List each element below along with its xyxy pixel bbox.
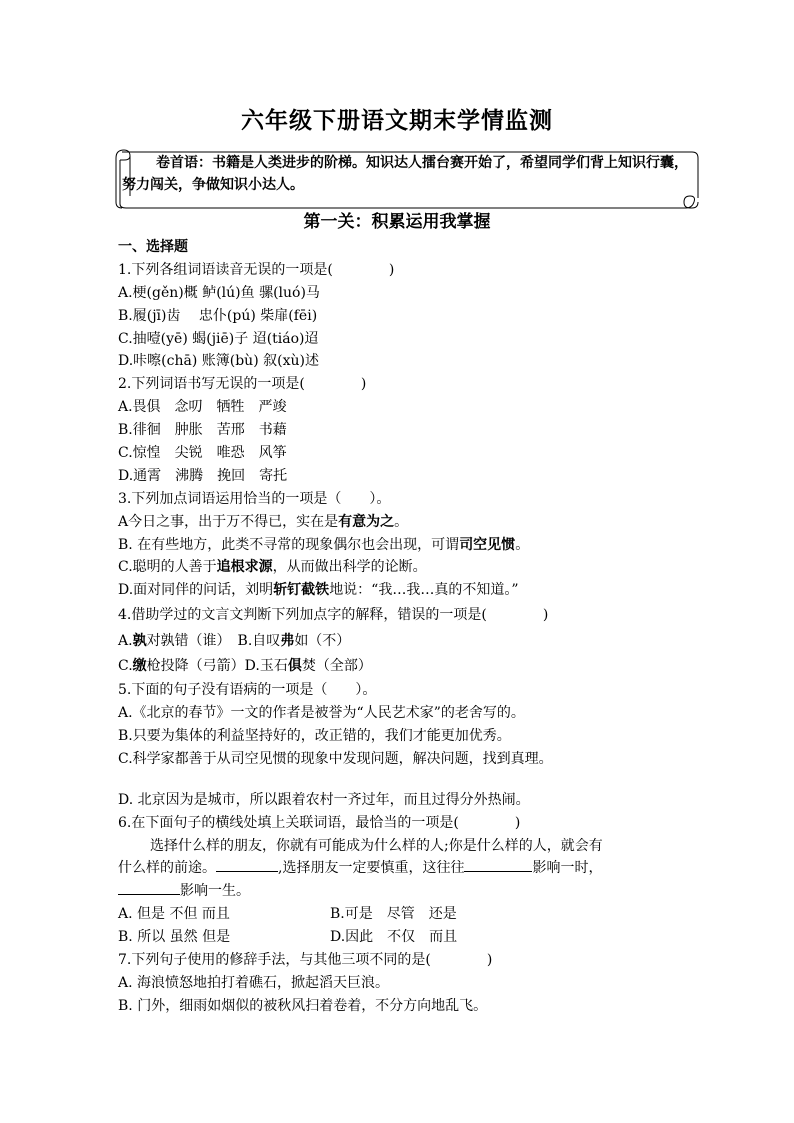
q4-cd-mid: 枪投降（弓箭）D.玉石 [146,658,288,675]
q4-stem: 4.借助学过的文言文判断下列加点字的解释，错误的一项是( ) [118,607,549,624]
q3-a-tail: 。 [394,513,409,530]
q6-option-b: B.可是 尽管 还是 [330,906,457,923]
q6-body-line2 [118,857,688,880]
q6-body2-tail: 影响一时， [532,860,603,877]
q5-stem: 5.下面的句子没有语病的一项是（ ）。 [118,682,377,699]
q6-blank-1[interactable] [216,857,278,872]
q5-option-a: A.《北京的春节》一文的作者是被誉为“人民艺术家”的老舍写的。 [118,705,525,722]
q4-a-label: A. [118,633,133,650]
q2-option-d: D.通霄 沸腾 挽回 寄托 [118,467,288,484]
q7-option-b: B. 门外，细雨如烟似的被秋风扫着卷着，不分方向地乱飞。 [118,997,488,1014]
q6-options-ab [118,903,688,926]
q2-stem: 2.下列词语书写无误的一项是( ) [118,376,367,393]
q3-b-emphasis: 司空见惯 [459,536,516,553]
q1-option-a: A.梗(gěn)概 鲈(lú)鱼 骡(luó)马 [118,284,320,301]
q7-option-a: A. 海浪愤怒地拍打着礁石，掀起滔天巨浪。 [118,974,390,991]
q1-option-b: B.履(jī)齿 忠仆(pú) 柴扉(fēi) [118,307,318,324]
q1-option-c: C.抽噎(yē) 蝎(jiē)子 迢(tiáo)迢 [118,330,319,347]
q6-body3-tail: 影响一生。 [180,883,250,900]
q4-d-emphasis: 俱 [287,658,302,675]
q7-stem: 7.下列句子使用的修辞手法，与其他三项不同的是( ) [118,952,493,969]
q4-d-tail: 焚（全部） [301,658,372,675]
q3-b-tail: 。 [515,536,530,553]
q3-a-text: A今日之事，出于万不得已，实在是 [118,513,339,530]
q6-body2-mid: ,选择朋友一定要慎重，这往往 [278,860,465,877]
intro-scroll-banner [112,146,700,210]
q6-option-d: D.因此 不仅 而且 [330,929,458,946]
q4-ab-mid: 对孰错（谁） B.自叹 [146,633,281,650]
q6-body-line1: 选择什么样的朋友，你就有可能成为什么样的人;你是什么样的人，就会有 [150,837,603,854]
q3-c-emphasis: 追根求源 [216,559,273,576]
q4-b-emphasis: 弗 [280,633,295,650]
question-list [118,236,688,1018]
q3-a-emphasis: 有意为之 [338,513,395,530]
q3-c-tail: ，从而做出科学的论断。 [272,559,427,576]
q3-option-a [118,511,688,534]
q3-option-b [118,534,688,557]
q2-option-a: A.畏俱 念叨 牺牲 严竣 [118,399,287,416]
q6-blank-3[interactable] [118,880,180,895]
q3-c-text: C.聪明的人善于 [118,559,217,576]
q6-stem: 6.在下面句子的横线处填上关联词语，最恰当的一项是( ) [118,814,521,831]
q4-b-tail: 如（不） [294,633,351,650]
q2-option-b: B.徘徊 肿胀 苦邢 书藉 [118,422,287,439]
q6-option-c: B. 所以 虽然 但是 [118,929,231,946]
q4-c-label: C. [118,658,133,675]
q6-blank-2[interactable] [464,857,532,872]
q5-option-d: D. 北京因为是城市，所以跟着农村一齐过年，而且过得分外热闹。 [118,791,530,808]
q3-option-d [118,579,688,602]
q4-a-emphasis: 孰 [132,633,147,650]
q4-options-cd [118,654,688,679]
part-heading: 一、选择题 [118,239,188,255]
q1-stem: 1.下列各组词语读音无误的一项是( ) [118,261,395,278]
q3-d-emphasis: 斩钉截铁 [273,582,330,599]
q3-d-tail: 地说：“我…我…真的不知道。” [329,582,519,599]
q3-d-text: D.面对同伴的问话，刘明 [118,582,274,599]
q6-body2-text: 什么样的前途。 [118,860,216,877]
q6-options-cd [118,926,688,949]
q5-option-c: C.科学家都善于从司空见惯的现象中发现问题，解决问题，找到真理。 [118,750,553,767]
q3-option-c [118,556,688,579]
q3-stem: 3.下列加点词语运用恰当的一项是（ ）。 [118,490,391,507]
q1-option-d: D.咔嚓(chā) 账簿(bù) 叙(xù)述 [118,353,319,370]
q4-c-emphasis: 缴 [132,658,147,675]
q2-option-c: C.惊惶 尖锐 唯恐 风筝 [118,445,287,462]
q3-b-text: B. 在有些地方，此类不寻常的现象偶尔也会出现，可谓 [118,536,460,553]
q4-options-ab [118,629,688,654]
q6-body-line3 [118,880,688,903]
intro-text: 卷首语：书籍是人类进步的阶梯。知识达人擂台赛开始了，希望同学们背上知识行囊，努力闯关，争做知识小达人。 [122,155,688,193]
spacer [118,771,688,789]
page-title: 六年级下册语文期末学情监测 [241,107,553,134]
section-title: 第一关：积累运用我掌握 [303,212,491,232]
q6-option-a: A. 但是 不但 而且 [118,906,230,923]
q5-option-b: B.只要为集体的利益坚持好的，改正错的，我们才能更加优秀。 [118,728,511,745]
